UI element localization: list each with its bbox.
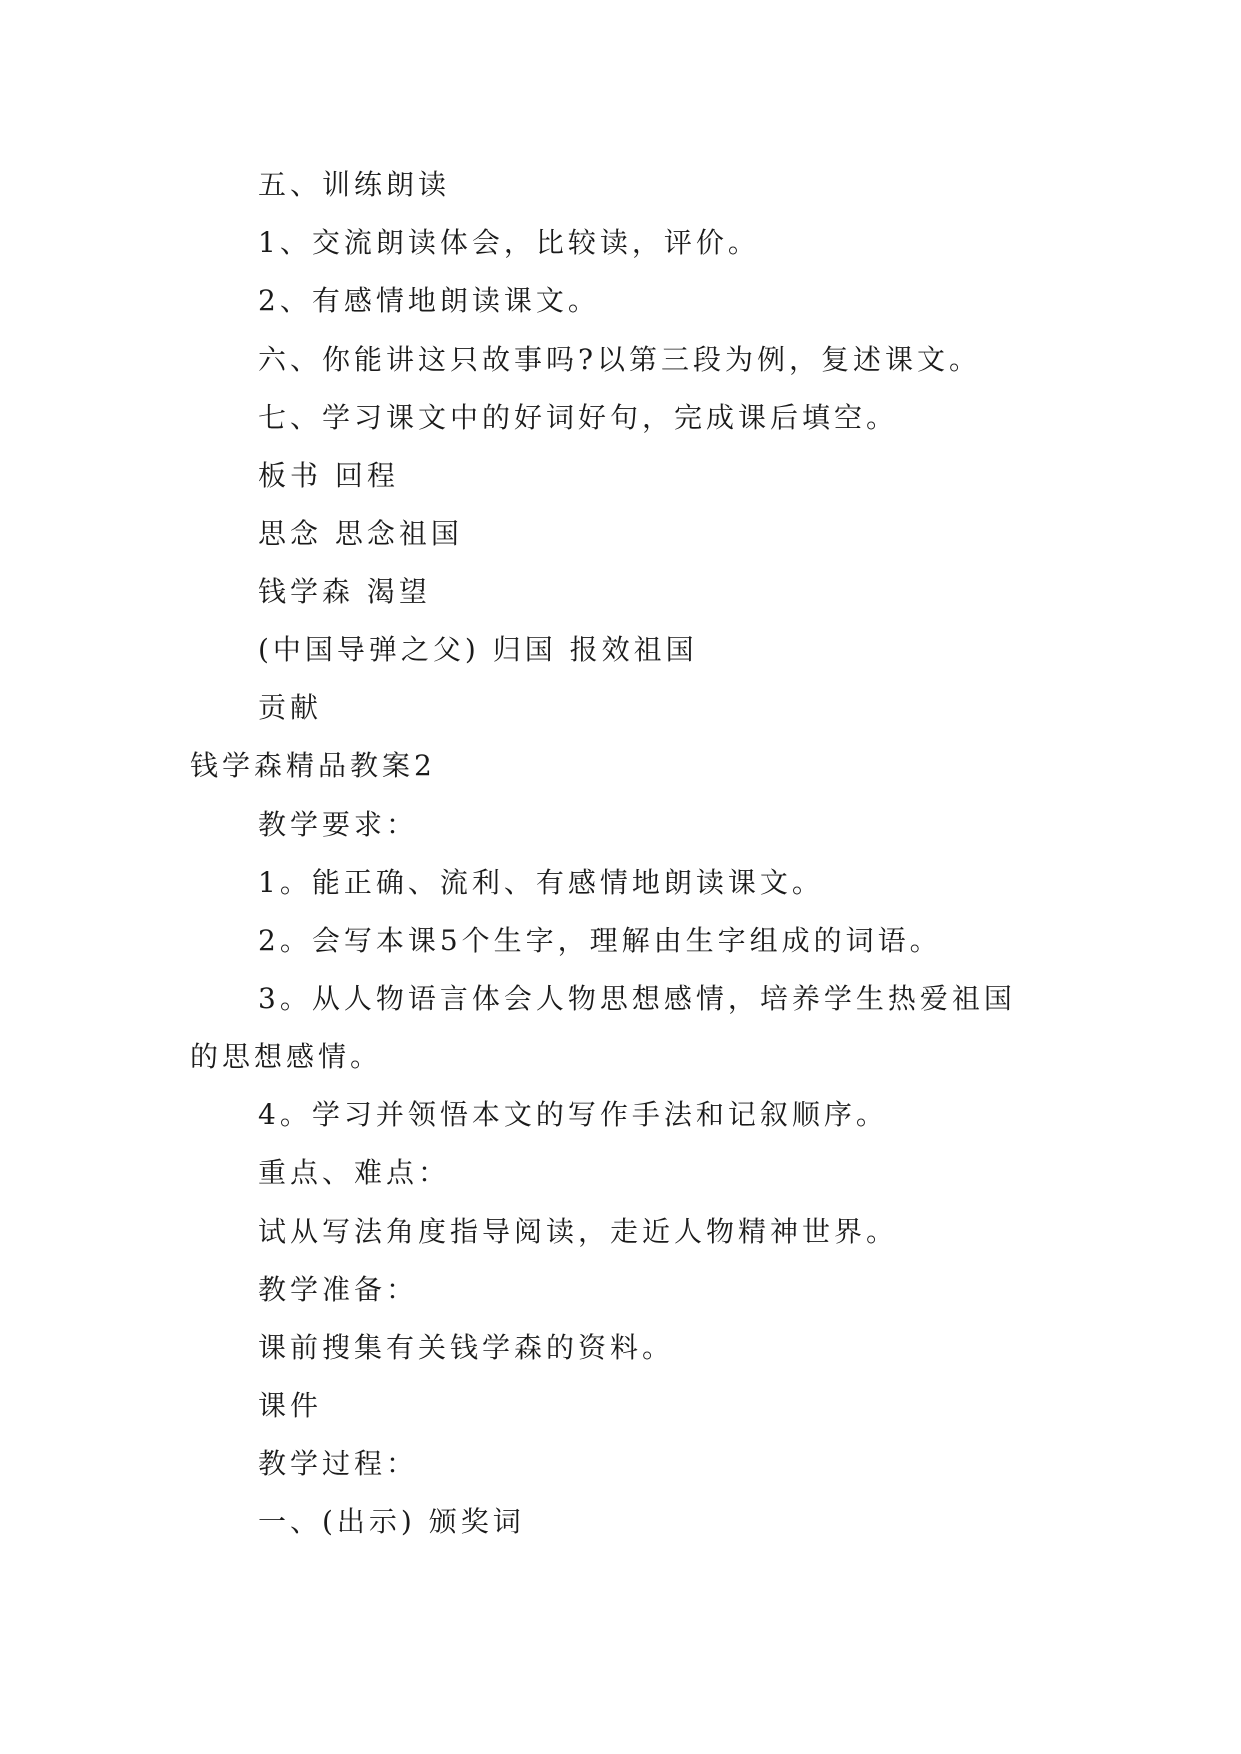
board-notes-line: 板书 回程 xyxy=(258,459,399,492)
board-notes-line: 钱学森 渴望 xyxy=(258,575,431,608)
section-heading-7: 七、学习课文中的好词好句，完成课后填空。 xyxy=(258,401,899,434)
list-item: 2。会写本课5个生字，理解由生字组成的词语。 xyxy=(258,924,942,957)
paragraph-line: 2、有感情地朗读课文。 xyxy=(258,284,600,317)
section-heading-6: 六、你能讲这只故事吗?以第三段为例，复述课文。 xyxy=(258,343,982,376)
section-heading-1: 一、(出示) 颁奖词 xyxy=(258,1505,525,1538)
list-item: 1。能正确、流利、有感情地朗读课文。 xyxy=(258,866,824,899)
board-notes-line: 思念 思念祖国 xyxy=(258,517,463,550)
board-notes-line: 贡献 xyxy=(258,691,323,724)
subheading-preparation: 教学准备： xyxy=(258,1273,419,1306)
section-heading-5: 五、训练朗读 xyxy=(258,168,451,201)
subheading-key-points: 重点、难点： xyxy=(258,1156,451,1189)
subheading-teaching-requirements: 教学要求： xyxy=(258,808,419,841)
board-notes-line: (中国导弹之父) 归国 报效祖国 xyxy=(258,633,698,666)
document-title: 钱学森精品教案2 xyxy=(190,749,436,782)
list-item-continuation: 的思想感情。 xyxy=(190,1040,383,1073)
list-item: 4。学习并领悟本文的写作手法和记叙顺序。 xyxy=(258,1098,888,1131)
paragraph-line: 课前搜集有关钱学森的资料。 xyxy=(258,1331,675,1364)
paragraph-line: 试从写法角度指导阅读，走近人物精神世界。 xyxy=(258,1215,899,1248)
list-item: 3。从人物语言体会人物思想感情，培养学生热爱祖国 xyxy=(258,982,1016,1015)
subheading-teaching-process: 教学过程： xyxy=(258,1447,419,1480)
paragraph-line: 课件 xyxy=(258,1389,323,1422)
paragraph-line: 1、交流朗读体会，比较读，评价。 xyxy=(258,226,760,259)
